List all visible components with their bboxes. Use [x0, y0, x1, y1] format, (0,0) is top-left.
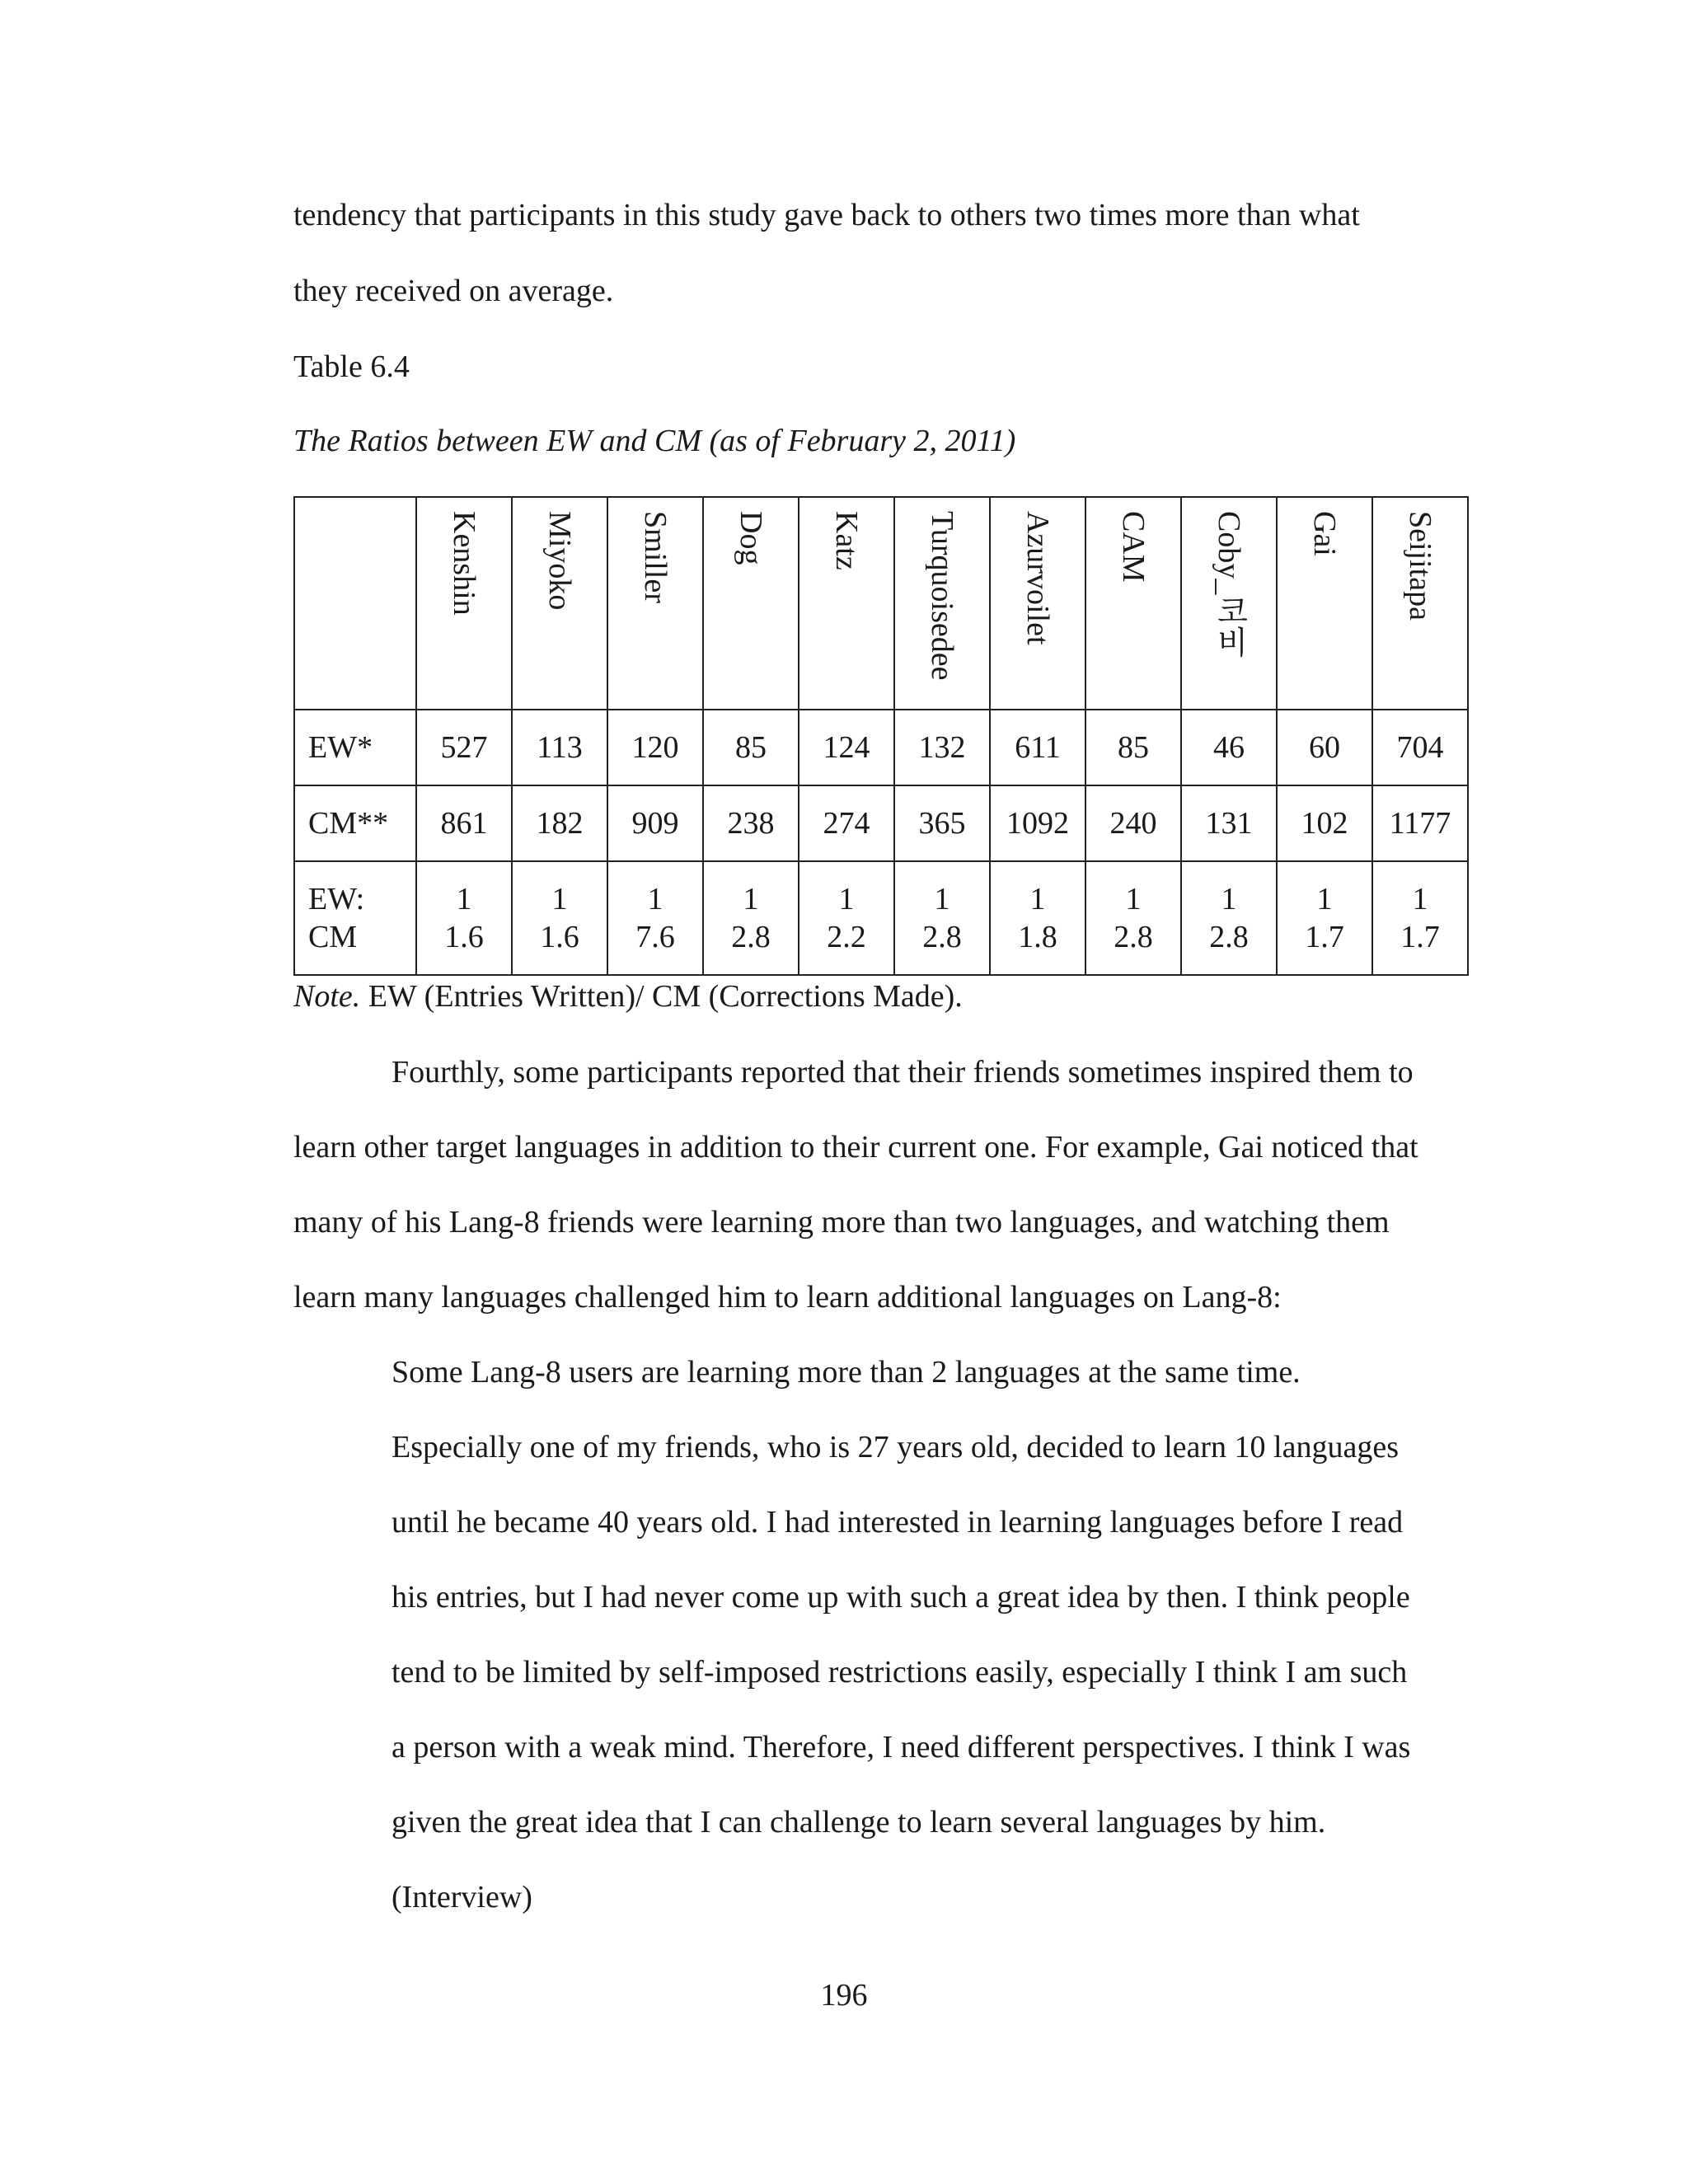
table-cell: 85	[703, 710, 799, 785]
table-cell: 1 2.2	[799, 861, 894, 975]
table-cell: 1 2.8	[1181, 861, 1277, 975]
table-note	[293, 977, 963, 1015]
paragraph-line: Fourthly, some participants reported that their friends sometimes inspired them to	[392, 1055, 1414, 1090]
row-label: EW*	[294, 710, 416, 785]
table-row-ratio	[294, 861, 1468, 975]
paragraph-line: many of his Lang-8 friends were learning more than two languages, and watching them	[293, 1205, 1390, 1240]
row-label: EW: CM	[294, 861, 416, 975]
table-header-row	[294, 497, 1468, 710]
column-header: Dog	[703, 497, 799, 710]
ratios-table	[293, 496, 1469, 976]
table-cell: 909	[607, 785, 703, 861]
table-cell: 1 2.8	[894, 861, 990, 975]
table-cell: 1 1.6	[512, 861, 607, 975]
row-label: CM**	[294, 785, 416, 861]
table-cell: 1 1.8	[990, 861, 1085, 975]
column-header: Smiller	[607, 497, 703, 710]
table-cell: 113	[512, 710, 607, 785]
column-header: Seijitapa	[1372, 497, 1468, 710]
intro-line-1: tendency that participants in this study gave back to others two times more than what	[293, 198, 1360, 232]
table-cell: 1 2.8	[1085, 861, 1181, 975]
table-cell: 60	[1277, 710, 1372, 785]
table-cell: 1 1.7	[1277, 861, 1372, 975]
table-corner-cell	[294, 497, 416, 710]
quote-line: Some Lang-8 users are learning more than 2 languages at the same time.	[392, 1355, 1301, 1390]
table-note-text: EW (Entries Written)/ CM (Corrections Made).	[360, 979, 963, 1014]
column-header: CAM	[1085, 497, 1181, 710]
table-label: Table 6.4	[293, 349, 410, 384]
table-cell: 1 1.6	[416, 861, 512, 975]
quote-line: his entries, but I had never come up with such a great idea by then. I think people	[392, 1580, 1410, 1615]
table-cell: 132	[894, 710, 990, 785]
table-cell: 704	[1372, 710, 1468, 785]
table-cell: 611	[990, 710, 1085, 785]
table-cell: 131	[1181, 785, 1277, 861]
quote-line: Especially one of my friends, who is 27 years old, decided to learn 10 languages	[392, 1430, 1399, 1465]
column-header: Coby_코비	[1181, 497, 1277, 710]
table-cell: 1 1.7	[1372, 861, 1468, 975]
table-cell: 102	[1277, 785, 1372, 861]
quote-source: (Interview)	[392, 1880, 532, 1915]
table-cell: 861	[416, 785, 512, 861]
quote-line: given the great idea that I can challenge to learn several languages by him.	[392, 1805, 1326, 1840]
table-cell: 1 2.8	[703, 861, 799, 975]
table-cell: 1092	[990, 785, 1085, 861]
column-header: Turquoisedee	[894, 497, 990, 710]
table-cell: 1177	[1372, 785, 1468, 861]
table-cell: 46	[1181, 710, 1277, 785]
column-header: Katz	[799, 497, 894, 710]
table-note-label: Note.	[293, 979, 361, 1014]
quote-line: tend to be limited by self-imposed restrictions easily, especially I think I am such	[392, 1655, 1408, 1690]
paragraph-line: learn other target languages in addition to their current one. For example, Gai noticed that	[293, 1130, 1418, 1165]
table-cell: 527	[416, 710, 512, 785]
intro-line-2: they received on average.	[293, 274, 614, 308]
table-cell: 1 7.6	[607, 861, 703, 975]
table-cell: 182	[512, 785, 607, 861]
column-header: Kenshin	[416, 497, 512, 710]
table-cell: 85	[1085, 710, 1181, 785]
paragraph-line: learn many languages challenged him to learn additional languages on Lang-8:	[293, 1280, 1282, 1315]
table-cell: 124	[799, 710, 894, 785]
table-cell: 240	[1085, 785, 1181, 861]
table-cell: 238	[703, 785, 799, 861]
quote-line: until he became 40 years old. I had interested in learning languages before I read	[392, 1505, 1404, 1540]
table-cell: 365	[894, 785, 990, 861]
table-caption: The Ratios between EW and CM (as of February 2, 2011)	[293, 424, 1016, 458]
column-header: Azurvoilet	[990, 497, 1085, 710]
table-cell: 120	[607, 710, 703, 785]
table-row-ew	[294, 710, 1468, 785]
column-header: Miyoko	[512, 497, 607, 710]
column-header: Gai	[1277, 497, 1372, 710]
quote-line: a person with a weak mind. Therefore, I need different perspectives. I think I was	[392, 1730, 1411, 1765]
table-row-cm	[294, 785, 1468, 861]
table-cell: 274	[799, 785, 894, 861]
page-number: 196	[820, 1978, 868, 2013]
